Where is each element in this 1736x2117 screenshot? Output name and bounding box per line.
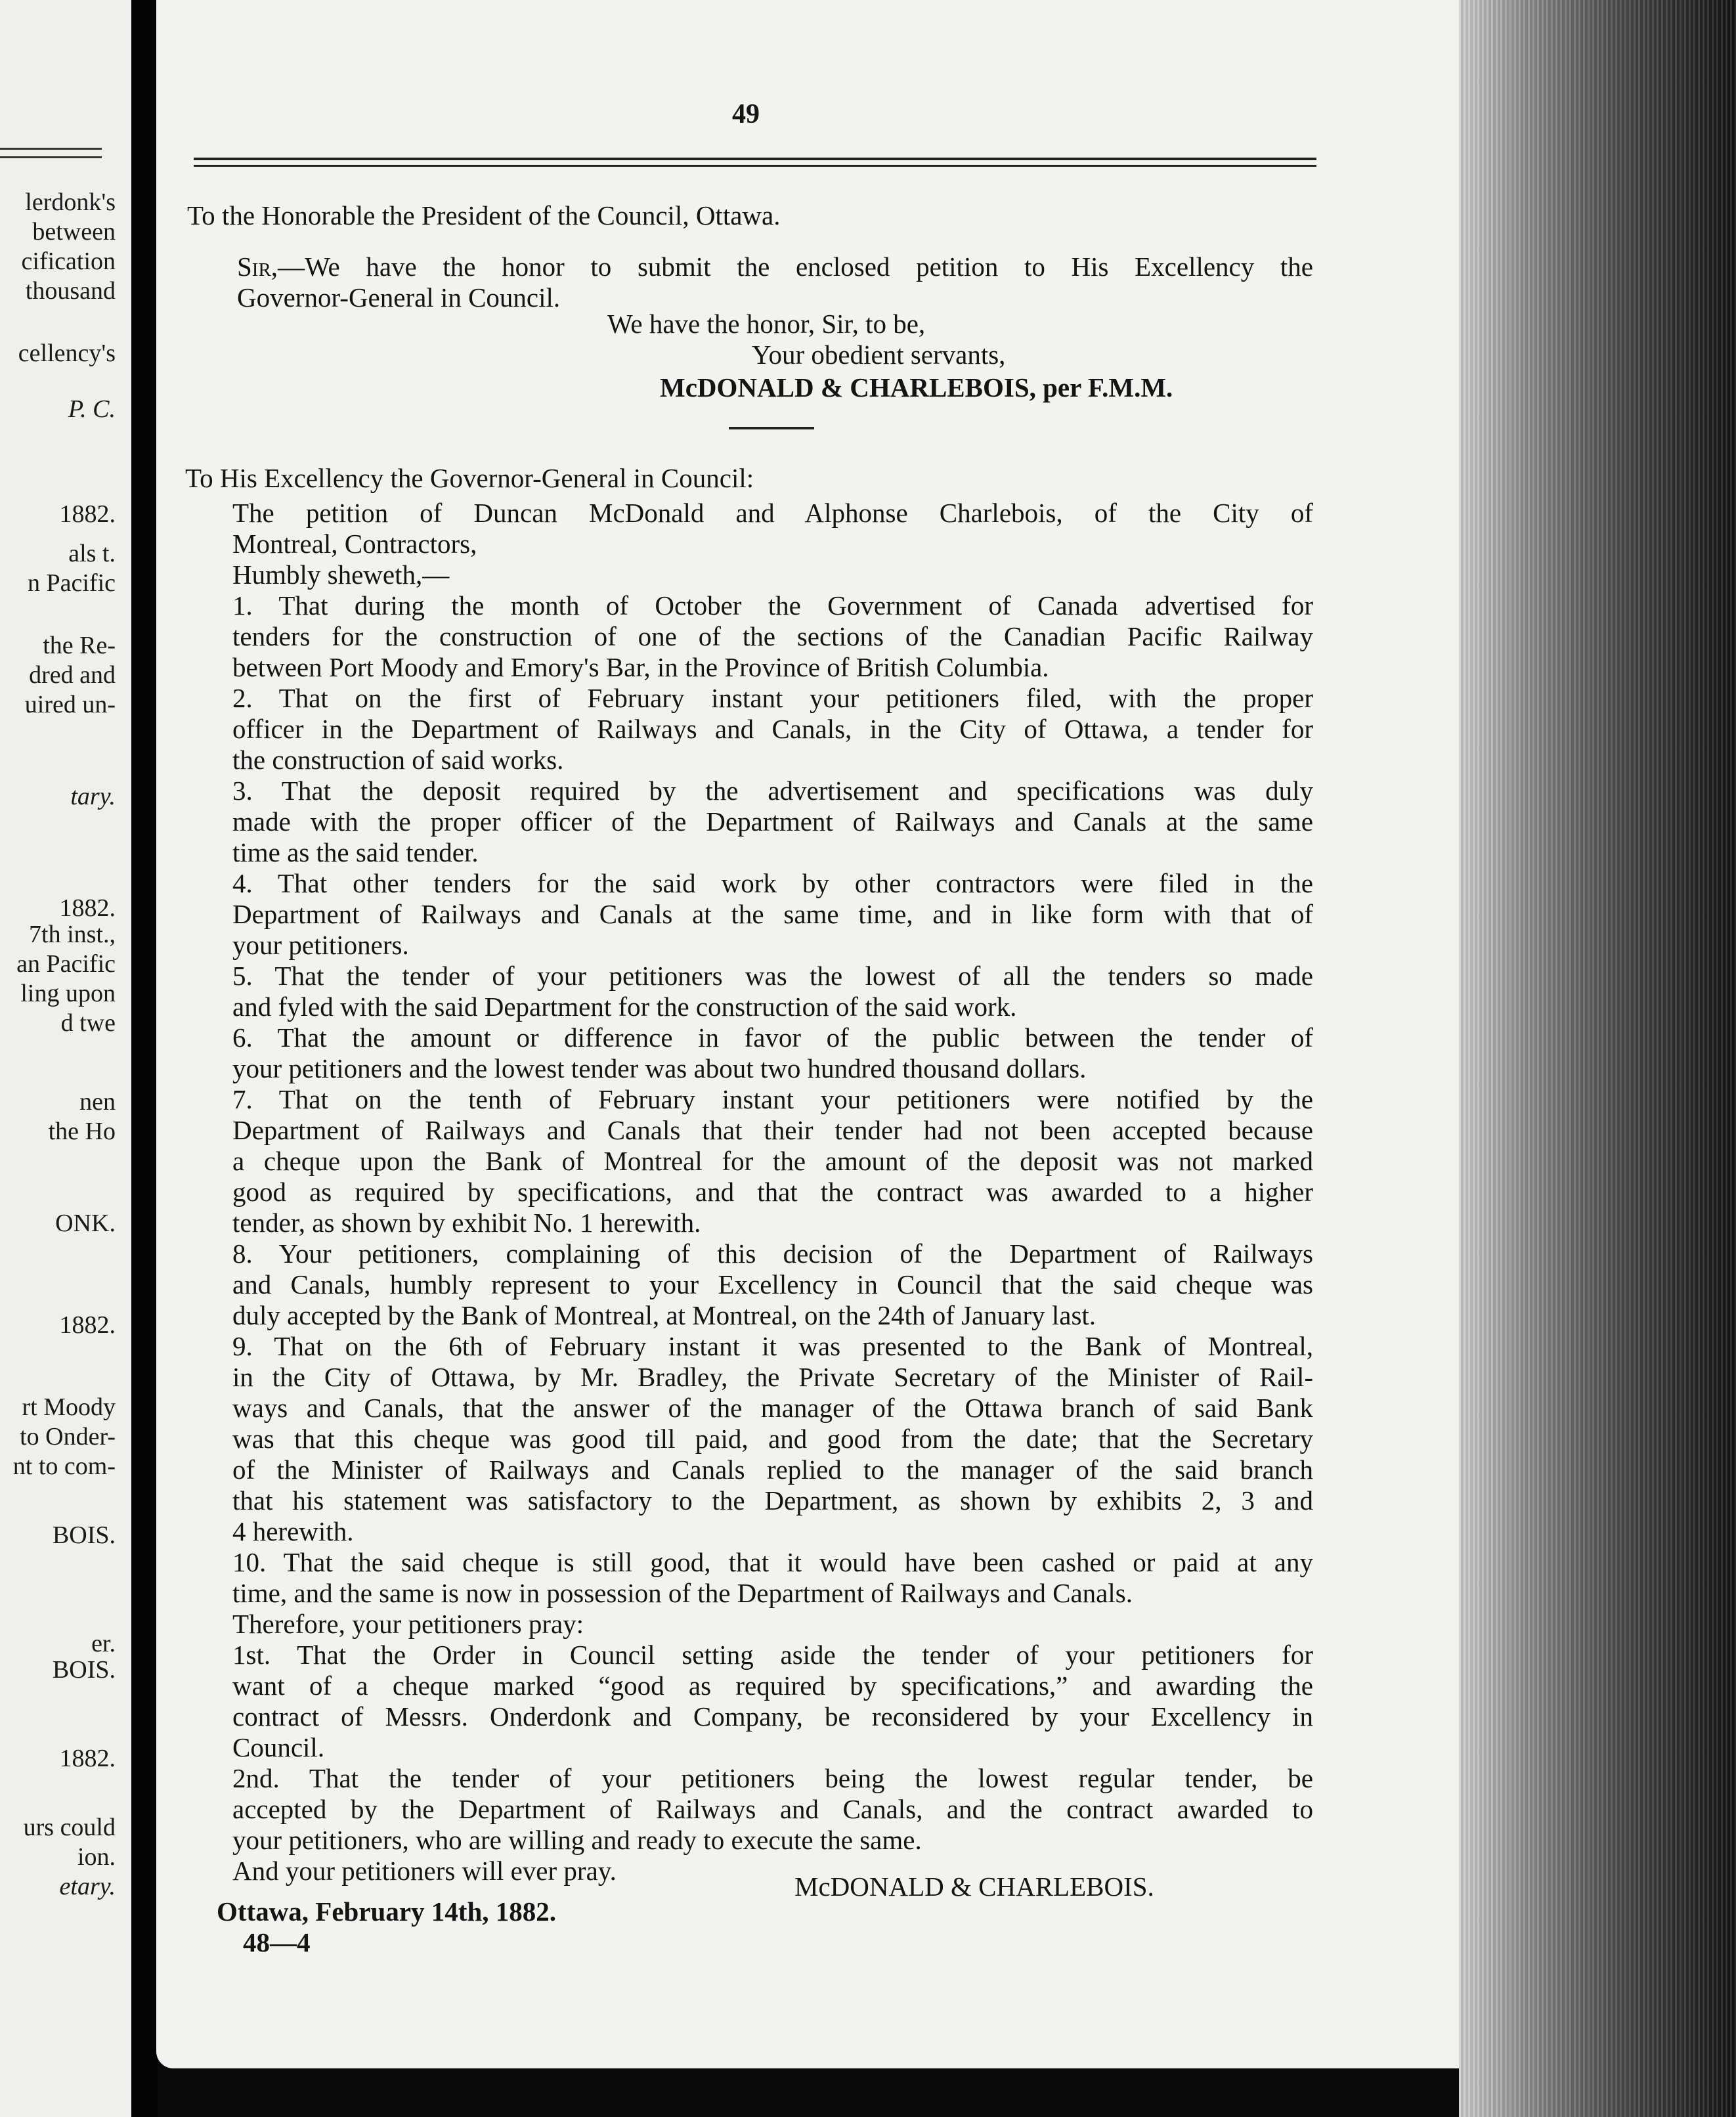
- left-page-text: the Re-: [43, 632, 116, 659]
- petition-address: To His Excellency the Governor-General in Council:: [185, 463, 754, 493]
- letter-body: [187, 251, 1313, 313]
- text-line: want of a cheque marked “good as required by specifications,” and awarding the: [232, 1670, 1313, 1701]
- petition-paragraph: [183, 590, 1313, 683]
- petition-paragraph: [183, 868, 1313, 961]
- left-page-text: ion.: [77, 1843, 116, 1871]
- left-page-text: etary.: [59, 1873, 116, 1900]
- petition-prayer: [183, 1763, 1313, 1856]
- letter-address: To the Honorable the President of the Council, Ottawa.: [187, 200, 781, 230]
- text-line: a cheque upon the Bank of Montreal for the amount of the deposit was not marked: [232, 1146, 1313, 1176]
- left-page-text: tary.: [70, 783, 116, 810]
- left-page-text: 1882.: [59, 500, 116, 528]
- text-line: 6. That the amount or difference in favor of the public between the tender of: [232, 1022, 1313, 1053]
- text-line: tenders for the construction of one of the sections of the Canadian Pacific Railway: [232, 621, 1313, 651]
- left-page-text: the Ho: [48, 1118, 116, 1145]
- text-line: of the Minister of Railways and Canals replied to the manager of the said branch: [232, 1454, 1313, 1485]
- text-line: contract of Messrs. Onderdonk and Company, be reconsidered by your Excellency in: [232, 1701, 1313, 1732]
- left-page-text: uired un-: [24, 691, 116, 718]
- text-line: 4. That other tenders for the said work by other contractors were filed in the: [232, 868, 1313, 898]
- petition-intro: [183, 498, 1313, 559]
- left-page-text: n Pacific: [27, 569, 116, 597]
- text-line: that his statement was satisfactory to the Department, as shown by exhibits 2, 3 and: [232, 1485, 1313, 1516]
- left-page-text: thousand: [25, 277, 116, 305]
- letter-salutation: Sir,: [237, 251, 278, 282]
- text-line: your petitioners, who are willing and ready to execute the same.: [232, 1825, 922, 1855]
- text-line: tender, as shown by exhibit No. 1 herewith.: [232, 1208, 701, 1238]
- left-page-text: BOIS.: [52, 1656, 116, 1684]
- left-page-text: P. C.: [68, 395, 116, 423]
- text-line: good as required by specifications, and that the contract was awarded to a higher: [232, 1177, 1313, 1207]
- text-line: Department of Railways and Canals that their tender had not been accepted because: [232, 1115, 1313, 1145]
- left-page-text: dred and: [29, 661, 116, 689]
- petition-date: Ottawa, February 14th, 1882.: [217, 1896, 557, 1927]
- text-line: 7. That on the tenth of February instant your petitioners were notified by the: [232, 1084, 1313, 1114]
- page-edges: [1459, 0, 1736, 2117]
- text-line: 1. That during the month of October the Government of Canada advertised for: [232, 590, 1313, 621]
- text-line: and fyled with the said Department for the construction of the said work.: [232, 992, 1017, 1022]
- text-line: 2. That on the first of February instant your petitioners filed, with the proper: [232, 683, 1313, 713]
- left-page-text: to Onder-: [20, 1423, 116, 1451]
- left-page-text: cellency's: [18, 339, 116, 367]
- left-page-text: ling upon: [20, 980, 116, 1007]
- left-page-text: er.: [91, 1630, 116, 1657]
- document-reference: 48—4: [243, 1927, 311, 1957]
- text-line: Montreal, Contractors,: [232, 529, 477, 559]
- text-line: your petitioners and the lowest tender was about two hundred thousand dollars.: [232, 1053, 1087, 1083]
- left-page-text: d twe: [60, 1009, 116, 1037]
- left-page-text: between: [32, 218, 116, 246]
- petition-paragraph: [183, 1238, 1313, 1331]
- letter-closing: Your obedient servants,: [752, 339, 1006, 370]
- letter-line: Governor-General in Council.: [237, 282, 561, 313]
- left-rule: [0, 148, 102, 150]
- left-page-text: rt Moody: [22, 1393, 116, 1421]
- text-line: 2nd. That the tender of your petitioners being the lowest regular tender, be: [232, 1763, 1313, 1793]
- left-page-text: nen: [79, 1088, 116, 1116]
- petition-closing: And your petitioners will ever pray.: [232, 1856, 617, 1886]
- text-line: officer in the Department of Railways and Canals, in the City of Ottawa, a tender for: [232, 714, 1313, 744]
- text-line: between Port Moody and Emory's Bar, in the Province of British Columbia.: [232, 652, 1049, 682]
- letter-closing: We have the honor, Sir, to be,: [607, 309, 926, 339]
- petition-signature: McDONALD & CHARLEBOIS.: [794, 1871, 1154, 1902]
- petition-body: [183, 498, 1313, 1887]
- text-line: was that this cheque was good till paid, and good from the date; that the Secretary: [232, 1424, 1313, 1454]
- petition-paragraph: [183, 1547, 1313, 1609]
- text-line: ways and Canals, that the answer of the manager of the Ottawa branch of said Bank: [232, 1393, 1313, 1423]
- petition-paragraph: [183, 1331, 1313, 1547]
- left-rule: [0, 156, 102, 158]
- petition-paragraph: [183, 775, 1313, 868]
- text-line: duly accepted by the Bank of Montreal, at Montreal, on the 24th of January last.: [232, 1300, 1096, 1330]
- petition-paragraph: [183, 683, 1313, 775]
- text-line: 4 herewith.: [232, 1516, 354, 1546]
- left-page-text: cification: [21, 248, 116, 275]
- text-line: made with the proper officer of the Department of Railways and Canals at the same: [232, 806, 1313, 837]
- header-rule: [194, 158, 1316, 167]
- petition-paragraph: [183, 961, 1313, 1022]
- text-line: the construction of said works.: [232, 745, 564, 775]
- letter-signature: McDONALD & CHARLEBOIS, per F.M.M.: [660, 372, 1173, 403]
- left-page-text: 1882.: [59, 1311, 116, 1339]
- text-line: time as the said tender.: [232, 837, 479, 867]
- text-line: 10. That the said cheque is still good, that it would have been cashed or paid at any: [232, 1547, 1313, 1577]
- left-page-text: urs could: [23, 1814, 116, 1841]
- left-page-text: 1882.: [59, 1745, 116, 1772]
- page-number: 49: [732, 99, 760, 129]
- text-line: 8. Your petitioners, complaining of this decision of the Department of Railways: [232, 1238, 1313, 1269]
- left-page-text: 1882.: [59, 894, 116, 922]
- left-page-text: BOIS.: [52, 1521, 116, 1549]
- left-page-text: 7th inst.,: [29, 921, 116, 948]
- separator-dash: [729, 427, 814, 429]
- left-page-text: als t.: [68, 540, 116, 567]
- text-line: and Canals, humbly represent to your Excellency in Council that the said cheque was: [232, 1269, 1313, 1299]
- left-page-text: nt to com-: [12, 1452, 116, 1480]
- text-line: 5. That the tender of your petitioners was the lowest of all the tenders so made: [232, 961, 1313, 991]
- text-line: 9. That on the 6th of February instant it was presented to the Bank of Montreal,: [232, 1331, 1313, 1361]
- petition-paragraph: [183, 1084, 1313, 1238]
- text-line: The petition of Duncan McDonald and Alphonse Charlebois, of the City of: [232, 498, 1313, 528]
- book-spine: [131, 0, 158, 2117]
- left-page-text: an Pacific: [16, 950, 116, 978]
- left-page-fragment: [0, 0, 139, 2117]
- petition-prayer: [183, 1640, 1313, 1763]
- text-line: in the City of Ottawa, by Mr. Bradley, the Private Secretary of the Minister of Rail-: [232, 1362, 1313, 1392]
- text-line: your petitioners.: [232, 930, 409, 960]
- text-line: accepted by the Department of Railways and Canals, and the contract awarded to: [232, 1794, 1313, 1824]
- text-line: time, and the same is now in possession of the Department of Railways and Canals.: [232, 1578, 1133, 1608]
- text-line: 3. That the deposit required by the advertisement and specifications was duly: [232, 775, 1313, 806]
- left-page-text: ONK.: [55, 1210, 116, 1237]
- text-line: Department of Railways and Canals at the same time, and in like form with that of: [232, 899, 1313, 929]
- petition-paragraph: [183, 1022, 1313, 1084]
- petition-humbly: Humbly sheweth,—: [232, 559, 450, 590]
- letter-line: —We have the honor to submit the enclosed petition to His Excellency the: [278, 251, 1313, 282]
- left-page-text: lerdonk's: [25, 188, 116, 216]
- text-line: 1st. That the Order in Council setting aside the tender of your petitioners for: [232, 1640, 1313, 1670]
- petition-therefore: Therefore, your petitioners pray:: [232, 1609, 584, 1639]
- text-line: Council.: [232, 1732, 325, 1762]
